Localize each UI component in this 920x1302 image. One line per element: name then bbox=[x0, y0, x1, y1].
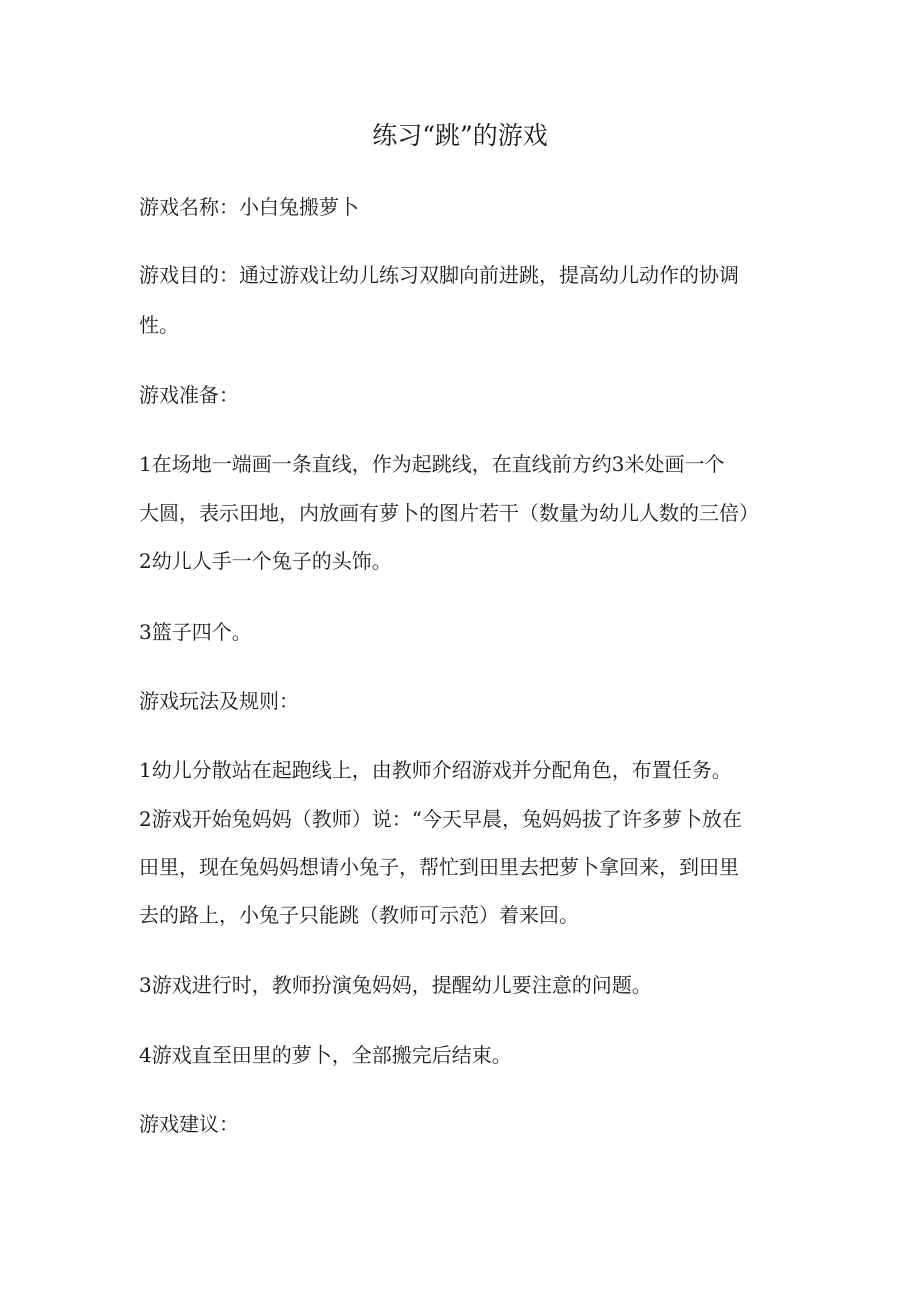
rule-item-3: 3游戏进行时，教师扮演兔妈妈，提醒幼儿要注意的问题。 bbox=[139, 973, 652, 997]
preparation-item-3: 3篮子四个。 bbox=[139, 620, 252, 644]
game-preparation-heading: 游戏准备： bbox=[139, 383, 239, 407]
rule-item-4: 4游戏直至田里的萝卜，全部搬完后结束。 bbox=[139, 1043, 512, 1067]
game-purpose-line-cont: 性。 bbox=[139, 313, 179, 337]
rule-item-2: 2游戏开始兔妈妈（教师）说：“今天早晨，兔妈妈拔了许多萝卜放在 bbox=[139, 807, 742, 831]
rule-item-1: 1幼儿分散站在起跑线上，由教师介绍游戏并分配角色，布置任务。 bbox=[139, 758, 732, 782]
preparation-item-1-cont: 大圆，表示田地，内放画有萝卜的图片若干（数量为幼儿人数的三倍） bbox=[139, 501, 759, 525]
game-name-line: 游戏名称：小白兔搬萝卜 bbox=[139, 195, 359, 219]
game-suggestions-heading: 游戏建议： bbox=[139, 1112, 239, 1136]
game-purpose-line: 游戏目的：通过游戏让幼儿练习双脚向前进跳，提高幼儿动作的协调 bbox=[139, 263, 739, 287]
rule-item-2-cont-2: 去的路上，小兔子只能跳（教师可示范）着来回。 bbox=[139, 903, 579, 927]
preparation-item-1: 1在场地一端画一条直线，作为起跳线，在直线前方约3米处画一个 bbox=[139, 452, 725, 476]
rules-heading: 游戏玩法及规则： bbox=[139, 689, 299, 713]
document-title: 练习“跳”的游戏 bbox=[372, 121, 548, 150]
rule-item-2-cont-1: 田里，现在兔妈妈想请小兔子，帮忙到田里去把萝卜拿回来，到田里 bbox=[139, 855, 739, 879]
preparation-item-2: 2幼儿人手一个兔子的头饰。 bbox=[139, 549, 392, 573]
